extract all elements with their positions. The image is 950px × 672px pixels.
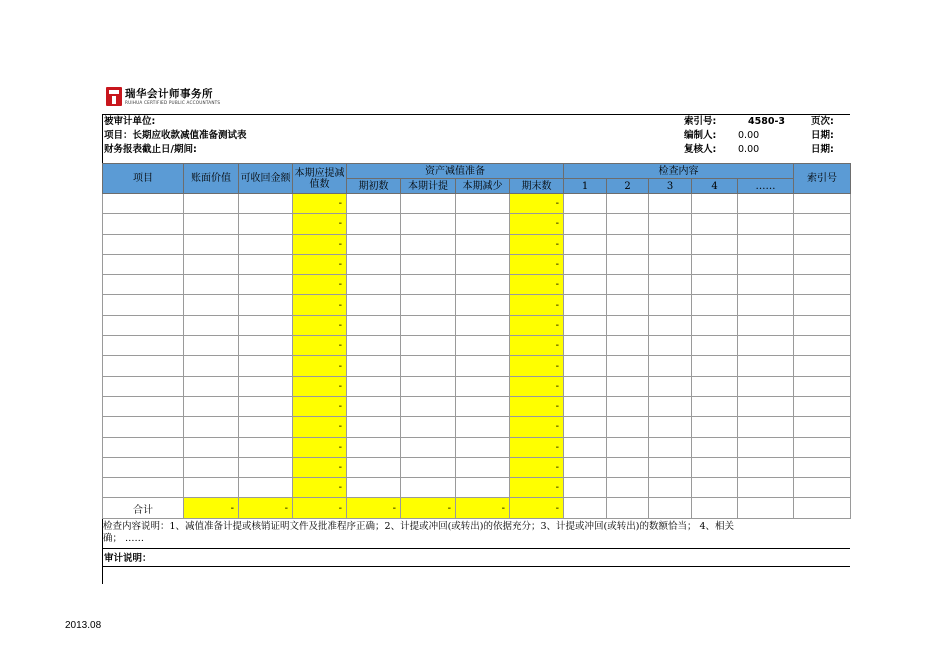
table-cell[interactable] <box>103 417 184 437</box>
table-cell[interactable] <box>738 478 794 498</box>
table-cell[interactable] <box>184 214 239 234</box>
table-cell[interactable]: - <box>293 417 347 437</box>
table-cell[interactable] <box>239 417 293 437</box>
table-cell[interactable] <box>401 214 456 234</box>
table-cell[interactable] <box>103 376 184 396</box>
check-content-note-line1: 检查内容说明：1、减值准备计提或核销证明文件及批准程序正确；2、计提或冲回(或转出)的依据充分；3、计提或冲回(或转出)的数额恰当； 4、相关 <box>103 521 735 532</box>
period-label: 财务报表截止日/期间: <box>104 144 197 155</box>
table-cell[interactable]: - <box>293 457 347 477</box>
table-cell[interactable] <box>692 457 738 477</box>
table-cell[interactable]: - <box>510 437 564 457</box>
table-cell[interactable] <box>347 356 401 376</box>
table-cell[interactable] <box>239 457 293 477</box>
col-header-index: 索引号 <box>794 164 851 194</box>
table-cell[interactable] <box>347 336 401 356</box>
audit-note-bottom-border <box>102 566 850 567</box>
table-cell[interactable] <box>401 396 456 416</box>
table-cell[interactable] <box>794 437 851 457</box>
table-cell[interactable] <box>564 315 607 335</box>
table-cell[interactable] <box>738 336 794 356</box>
table-cell[interactable] <box>103 336 184 356</box>
total-cell: - <box>456 498 510 518</box>
table-cell[interactable] <box>347 254 401 274</box>
page-label: 页次: <box>811 116 834 127</box>
table-cell[interactable] <box>649 376 692 396</box>
table-cell[interactable] <box>184 457 239 477</box>
audit-note-top-border <box>102 548 850 549</box>
table-cell[interactable] <box>184 295 239 315</box>
table-cell[interactable] <box>347 437 401 457</box>
col-header-closing: 期末数 <box>510 179 564 194</box>
header-top-border <box>102 114 850 115</box>
table-cell[interactable] <box>794 376 851 396</box>
table-cell[interactable] <box>456 234 510 254</box>
table-cell[interactable]: - <box>510 254 564 274</box>
total-cell <box>794 498 851 518</box>
table-cell[interactable] <box>607 214 649 234</box>
audit-note-label: 审计说明： <box>104 553 152 564</box>
table-cell[interactable] <box>649 437 692 457</box>
table-cell[interactable] <box>692 295 738 315</box>
table-row <box>103 295 851 315</box>
col-header-book-value: 账面价值 <box>184 164 239 194</box>
total-cell <box>692 498 738 518</box>
table-cell[interactable] <box>347 457 401 477</box>
table-row <box>103 457 851 477</box>
table-cell[interactable] <box>239 336 293 356</box>
table-cell[interactable] <box>794 315 851 335</box>
table-cell[interactable] <box>401 234 456 254</box>
table-cell[interactable] <box>607 396 649 416</box>
total-cell <box>564 498 607 518</box>
table-cell[interactable] <box>794 356 851 376</box>
check-content-note <box>103 521 734 545</box>
table-cell[interactable] <box>794 295 851 315</box>
table-cell[interactable] <box>794 275 851 295</box>
date-label-preparer: 日期: <box>811 130 834 141</box>
table-cell[interactable] <box>347 417 401 437</box>
table-row <box>103 214 851 234</box>
firm-name-en: RUIHUA CERTIFIED PUBLIC ACCOUNTANTS <box>125 100 221 105</box>
table-cell[interactable] <box>564 275 607 295</box>
table-cell[interactable] <box>184 478 239 498</box>
table-cell[interactable] <box>692 376 738 396</box>
table-cell[interactable] <box>738 214 794 234</box>
table-cell[interactable] <box>184 396 239 416</box>
table-cell[interactable]: - <box>293 437 347 457</box>
table-cell[interactable] <box>239 437 293 457</box>
table-cell[interactable] <box>239 396 293 416</box>
table-cell[interactable] <box>239 376 293 396</box>
table-cell[interactable]: - <box>510 417 564 437</box>
table-cell[interactable] <box>692 478 738 498</box>
table-cell[interactable] <box>794 478 851 498</box>
table-cell[interactable] <box>649 214 692 234</box>
col-header-reduced: 本期减少 <box>456 179 510 194</box>
table-cell[interactable] <box>692 396 738 416</box>
table-cell[interactable] <box>347 275 401 295</box>
table-cell[interactable] <box>401 295 456 315</box>
table-cell[interactable]: - <box>293 396 347 416</box>
table-cell[interactable] <box>456 478 510 498</box>
table-cell[interactable]: - <box>293 478 347 498</box>
table-cell[interactable] <box>239 356 293 376</box>
table-cell[interactable] <box>607 417 649 437</box>
project-label: 项目：长期应收款减值准备测试表 <box>104 130 247 141</box>
table-cell[interactable] <box>456 214 510 234</box>
table-cell[interactable] <box>692 194 738 214</box>
table-row <box>103 376 851 396</box>
table-cell[interactable] <box>692 336 738 356</box>
table-cell[interactable] <box>103 356 184 376</box>
table-cell[interactable]: - <box>510 234 564 254</box>
total-label: 合计 <box>103 498 184 518</box>
table-cell[interactable] <box>401 275 456 295</box>
table-cell[interactable] <box>564 356 607 376</box>
table-row <box>103 396 851 416</box>
table-row <box>103 437 851 457</box>
col-header-check-1: 1 <box>564 179 607 194</box>
table-cell[interactable] <box>607 437 649 457</box>
table-cell[interactable] <box>738 457 794 477</box>
col-header-accrued: 本期计提 <box>401 179 456 194</box>
table-cell[interactable] <box>239 275 293 295</box>
table-cell[interactable]: - <box>293 214 347 234</box>
table-cell[interactable] <box>794 417 851 437</box>
table-cell[interactable] <box>184 254 239 274</box>
table-cell[interactable] <box>103 295 184 315</box>
table-cell[interactable] <box>103 478 184 498</box>
table-cell[interactable] <box>607 194 649 214</box>
table-cell[interactable] <box>738 275 794 295</box>
table-cell[interactable]: - <box>293 295 347 315</box>
table-cell[interactable] <box>564 396 607 416</box>
table-cell[interactable]: - <box>510 214 564 234</box>
table-cell[interactable] <box>456 194 510 214</box>
table-cell[interactable] <box>347 234 401 254</box>
table-cell[interactable]: - <box>293 336 347 356</box>
table-cell[interactable] <box>401 254 456 274</box>
table-row <box>103 234 851 254</box>
table-cell[interactable] <box>692 254 738 274</box>
table-cell[interactable] <box>692 417 738 437</box>
table-cell[interactable] <box>456 295 510 315</box>
table-cell[interactable] <box>103 194 184 214</box>
table-cell[interactable] <box>607 275 649 295</box>
table-cell[interactable] <box>564 376 607 396</box>
table-cell[interactable] <box>401 336 456 356</box>
table-cell[interactable] <box>184 234 239 254</box>
table-cell[interactable] <box>794 457 851 477</box>
table-cell[interactable] <box>692 214 738 234</box>
table-cell[interactable] <box>401 376 456 396</box>
total-cell: - <box>510 498 564 518</box>
table-cell[interactable] <box>401 194 456 214</box>
table-cell[interactable] <box>103 315 184 335</box>
total-cell <box>649 498 692 518</box>
table-cell[interactable]: - <box>510 275 564 295</box>
table-cell[interactable] <box>184 376 239 396</box>
table-cell[interactable] <box>607 356 649 376</box>
table-cell[interactable] <box>649 234 692 254</box>
table-row <box>103 417 851 437</box>
table-cell[interactable] <box>401 478 456 498</box>
table-cell[interactable] <box>456 315 510 335</box>
total-cell: - <box>347 498 401 518</box>
table-cell[interactable] <box>794 234 851 254</box>
table-cell[interactable] <box>401 437 456 457</box>
table-row <box>103 194 851 214</box>
table-cell[interactable] <box>103 234 184 254</box>
table-cell[interactable] <box>456 336 510 356</box>
table-cell[interactable] <box>607 376 649 396</box>
table-cell[interactable] <box>564 417 607 437</box>
firm-logo-mark-icon <box>106 87 122 106</box>
col-header-check-4: 4 <box>692 179 738 194</box>
table-cell[interactable] <box>738 295 794 315</box>
table-cell[interactable] <box>184 336 239 356</box>
table-cell[interactable] <box>456 376 510 396</box>
table-cell[interactable] <box>103 396 184 416</box>
table-cell[interactable] <box>103 254 184 274</box>
table-cell[interactable]: - <box>510 356 564 376</box>
table-cell[interactable] <box>347 396 401 416</box>
index-value: 4580-3 <box>748 116 785 127</box>
table-cell[interactable] <box>738 396 794 416</box>
table-cell[interactable] <box>692 234 738 254</box>
table-cell[interactable]: - <box>293 356 347 376</box>
table-cell[interactable] <box>738 194 794 214</box>
table-cell[interactable]: - <box>293 234 347 254</box>
table-cell[interactable] <box>239 234 293 254</box>
col-header-check-3: 3 <box>649 179 692 194</box>
table-cell[interactable] <box>607 295 649 315</box>
table-cell[interactable] <box>607 457 649 477</box>
table-cell[interactable] <box>456 275 510 295</box>
table-cell[interactable] <box>239 315 293 335</box>
table-cell[interactable] <box>564 336 607 356</box>
table-cell[interactable]: - <box>510 295 564 315</box>
table-cell[interactable] <box>692 275 738 295</box>
firm-name-cn: 瑞华会计师事务所 <box>125 88 213 100</box>
table-cell[interactable] <box>738 437 794 457</box>
table-cell[interactable] <box>401 417 456 437</box>
table-cell[interactable]: - <box>293 254 347 274</box>
table-cell[interactable]: - <box>293 275 347 295</box>
table-cell[interactable] <box>564 214 607 234</box>
table-cell[interactable] <box>649 356 692 376</box>
group-header-reserve: 资产减值准备 <box>347 164 564 179</box>
table-cell[interactable] <box>456 356 510 376</box>
table-cell[interactable] <box>692 315 738 335</box>
table-cell[interactable] <box>103 457 184 477</box>
table-cell[interactable]: - <box>510 336 564 356</box>
table-cell[interactable] <box>607 478 649 498</box>
table-cell[interactable] <box>738 234 794 254</box>
table-cell[interactable] <box>347 295 401 315</box>
table-cell[interactable] <box>607 234 649 254</box>
col-header-current-should: 本期应提减值数 <box>293 164 347 194</box>
table-cell[interactable] <box>347 194 401 214</box>
total-cell: - <box>401 498 456 518</box>
table-cell[interactable] <box>649 336 692 356</box>
table-row <box>103 356 851 376</box>
table-cell[interactable] <box>794 254 851 274</box>
table-cell[interactable] <box>607 336 649 356</box>
col-header-check-more: …… <box>738 179 794 194</box>
table-cell[interactable] <box>184 275 239 295</box>
check-content-note-line2: 确； …… <box>103 533 145 544</box>
table-row <box>103 478 851 498</box>
table-cell[interactable]: - <box>510 376 564 396</box>
table-cell[interactable] <box>401 457 456 477</box>
total-cell: - <box>184 498 239 518</box>
table-cell[interactable] <box>239 295 293 315</box>
table-cell[interactable] <box>564 194 607 214</box>
table-cell[interactable] <box>347 376 401 396</box>
table-cell[interactable] <box>649 396 692 416</box>
table-cell[interactable]: - <box>510 194 564 214</box>
table-cell[interactable] <box>738 356 794 376</box>
table-cell[interactable] <box>184 437 239 457</box>
col-header-check-2: 2 <box>607 179 649 194</box>
table-cell[interactable] <box>794 214 851 234</box>
table-cell[interactable] <box>738 376 794 396</box>
col-header-opening: 期初数 <box>347 179 401 194</box>
table-cell[interactable] <box>184 194 239 214</box>
reviewer-label: 复核人: <box>684 144 717 155</box>
table-cell[interactable] <box>103 437 184 457</box>
preparer-value: 0.00 <box>738 130 760 141</box>
table-cell[interactable] <box>456 437 510 457</box>
table-cell[interactable]: - <box>510 478 564 498</box>
table-cell[interactable]: - <box>510 396 564 416</box>
table-cell[interactable] <box>738 315 794 335</box>
table-cell[interactable] <box>456 457 510 477</box>
table-cell[interactable] <box>738 254 794 274</box>
group-header-check: 检查内容 <box>564 164 794 179</box>
date-label-reviewer: 日期: <box>811 144 834 155</box>
table-cell[interactable] <box>607 254 649 274</box>
table-row <box>103 254 851 274</box>
table-cell[interactable]: - <box>293 315 347 335</box>
table-cell[interactable] <box>456 417 510 437</box>
table-cell[interactable] <box>456 254 510 274</box>
table-cell[interactable] <box>564 437 607 457</box>
table-row <box>103 275 851 295</box>
impairment-test-table <box>102 163 851 519</box>
total-cell <box>607 498 649 518</box>
table-cell[interactable] <box>184 356 239 376</box>
table-cell[interactable] <box>649 295 692 315</box>
total-cell: - <box>293 498 347 518</box>
table-cell[interactable] <box>794 396 851 416</box>
table-cell[interactable] <box>239 194 293 214</box>
table-cell[interactable] <box>794 194 851 214</box>
table-cell[interactable] <box>649 194 692 214</box>
col-header-item: 项目 <box>103 164 184 194</box>
table-cell[interactable] <box>564 254 607 274</box>
table-cell[interactable] <box>607 315 649 335</box>
table-cell[interactable] <box>456 396 510 416</box>
table-cell[interactable] <box>649 457 692 477</box>
total-row <box>103 498 851 518</box>
table-cell[interactable] <box>564 295 607 315</box>
table-cell[interactable] <box>103 275 184 295</box>
table-cell[interactable] <box>649 417 692 437</box>
table-cell[interactable] <box>564 457 607 477</box>
table-cell[interactable] <box>649 315 692 335</box>
table-cell[interactable] <box>649 254 692 274</box>
table-cell[interactable]: - <box>293 376 347 396</box>
table-cell[interactable] <box>692 437 738 457</box>
table-cell[interactable] <box>401 315 456 335</box>
table-cell[interactable] <box>649 275 692 295</box>
audited-unit-label: 被审计单位: <box>104 116 156 127</box>
table-cell[interactable]: - <box>510 315 564 335</box>
reviewer-value: 0.00 <box>738 144 760 155</box>
table-cell[interactable] <box>347 214 401 234</box>
col-header-recoverable: 可收回金额 <box>239 164 293 194</box>
table-cell[interactable] <box>649 478 692 498</box>
table-cell[interactable] <box>401 356 456 376</box>
table-cell[interactable] <box>347 478 401 498</box>
index-label: 索引号: <box>684 116 717 127</box>
table-cell[interactable] <box>184 315 239 335</box>
table-cell[interactable] <box>347 315 401 335</box>
table-cell[interactable] <box>239 214 293 234</box>
table-row <box>103 315 851 335</box>
total-cell <box>738 498 794 518</box>
table-row <box>103 336 851 356</box>
table-cell[interactable] <box>564 478 607 498</box>
total-cell: - <box>239 498 293 518</box>
table-cell[interactable] <box>239 254 293 274</box>
table-cell[interactable] <box>239 478 293 498</box>
table-cell[interactable] <box>103 214 184 234</box>
form-version: 2013.08 <box>65 620 102 631</box>
table-cell[interactable] <box>738 417 794 437</box>
table-cell[interactable]: - <box>510 457 564 477</box>
firm-logo <box>106 86 236 108</box>
table-cell[interactable]: - <box>293 194 347 214</box>
table-cell[interactable] <box>564 234 607 254</box>
table-cell[interactable] <box>184 417 239 437</box>
table-cell[interactable] <box>794 336 851 356</box>
preparer-label: 编制人: <box>684 130 717 141</box>
table-cell[interactable] <box>692 356 738 376</box>
